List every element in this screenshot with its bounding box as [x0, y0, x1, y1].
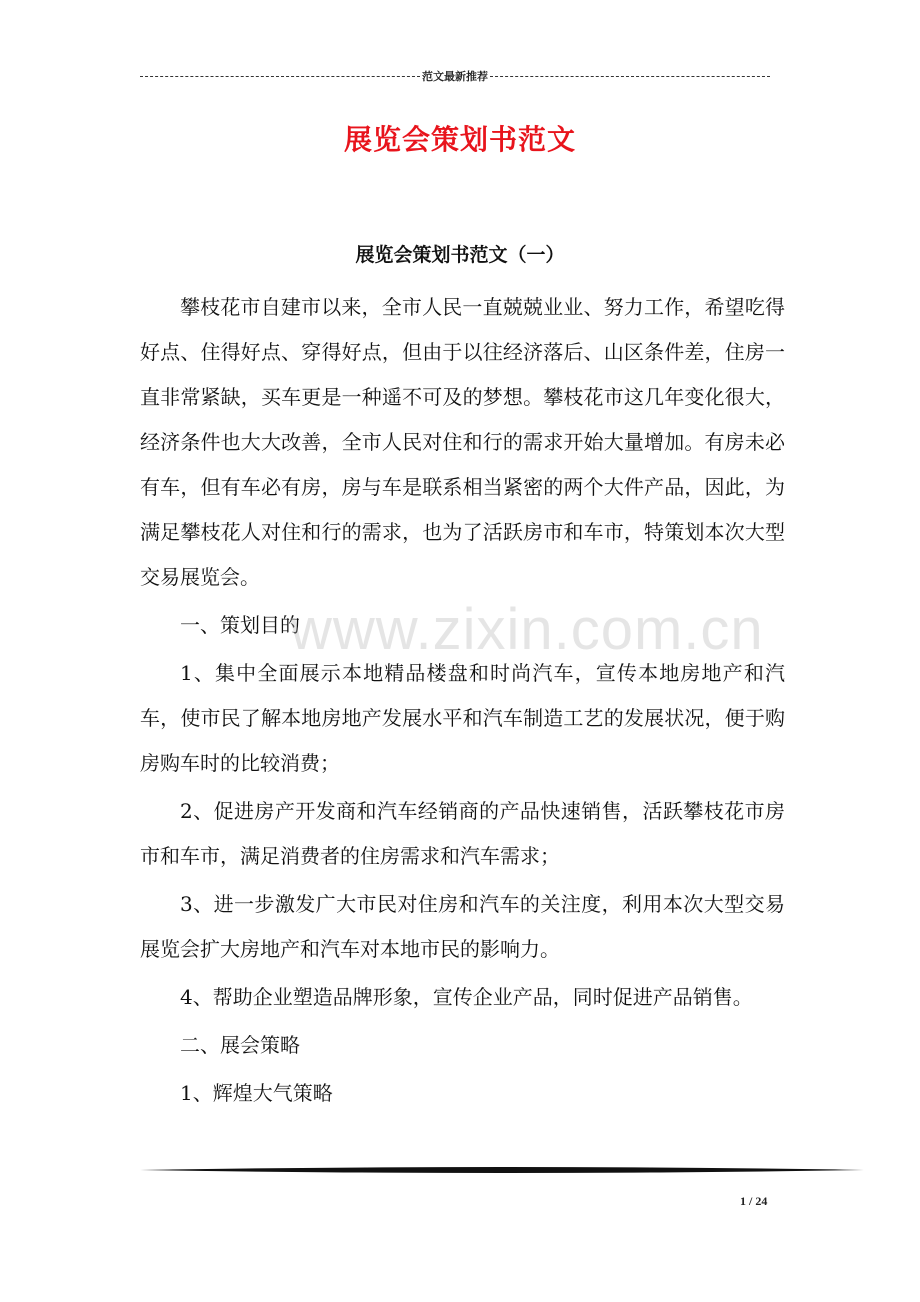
paragraph-intro: 攀枝花市自建市以来，全市人民一直兢兢业业、努力工作，希望吃得好点、住得好点、穿得好点，但由于以往经济落后、山区条件差，住房一直非常紧缺，买车更是一种遥不可及的梦想。攀枝花市这几年变化很大，经济条件也大大改善，全市人民对住和行的需求开始大量增加。有房未必有车，但有车必有房，房与车是联系相当紧密的两个大件产品，因此，为满足攀枝花人对住和行的需求，也为了活跃房市和车市，特策划本次大型交易展览会。: [140, 295, 785, 589]
header-dash-right: [490, 76, 770, 77]
document-body: [140, 285, 785, 1119]
paragraph-purpose-1: 1、集中全面展示本地精品楼盘和时尚汽车，宣传本地房地产和汽车，使市民了解本地房地产发展水平和汽车制造工艺的发展状况，便于购房购车时的比较消费；: [140, 661, 785, 775]
paragraph-purpose-4: 4、帮助企业塑造品牌形象，宣传企业产品，同时促进产品销售。: [180, 985, 753, 1009]
document-subtitle: 展览会策划书范文（一）: [355, 244, 565, 266]
header-dash-left: [140, 76, 420, 77]
paragraph-purpose-2: 2、促进房产开发商和汽车经销商的产品快速销售，活跃攀枝花市房市和车市，满足消费者的住房需求和汽车需求；: [140, 799, 785, 868]
watermark-text: www.zixin.com.cn: [290, 597, 764, 662]
paragraph-purpose-3: 3、进一步激发广大市民对住房和汽车的关注度，利用本次大型交易展览会扩大房地产和汽车对本地市民的影响力。: [140, 892, 785, 961]
section-heading-purpose: 一、策划目的: [180, 613, 300, 637]
header-label: 范文最新推荐: [422, 71, 488, 83]
paragraph-strategy-1: 1、辉煌大气策略: [180, 1081, 333, 1105]
footer-rule: [140, 1164, 864, 1176]
page-number: 1 / 24: [740, 1194, 768, 1208]
section-heading-strategy: 二、展会策略: [180, 1033, 300, 1057]
page-header: [140, 66, 770, 86]
document-title: 展览会策划书范文: [343, 123, 576, 156]
